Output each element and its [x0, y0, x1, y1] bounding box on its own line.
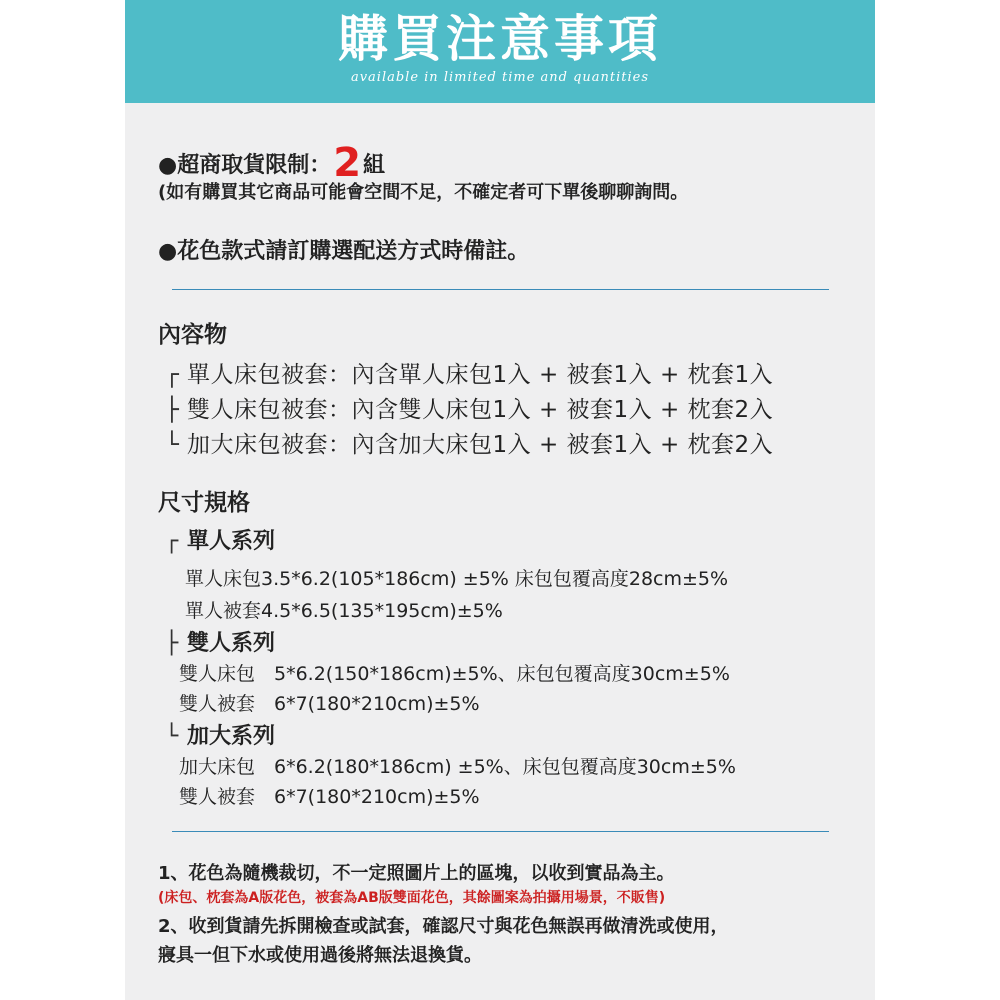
divider — [172, 831, 829, 832]
header-banner — [125, 0, 875, 103]
page-subtitle: available in limited time and quantities — [350, 70, 650, 85]
tree-branch-icon: ┌ — [165, 529, 179, 554]
contents-item-text: 雙人床包被套：內含雙人床包1入 + 被套1入 + 枕套2入 — [187, 397, 774, 423]
pickup-limit-note: (如有購買其它商品可能會空間不足，不確定者可下單後聊聊詢問。 — [158, 182, 689, 203]
contents-item — [165, 391, 773, 424]
contents-item-text: 單人床包被套：內含單人床包1入 + 被套1入 + 枕套1入 — [187, 362, 774, 388]
pickup-limit-label: ●超商取貨限制： — [158, 153, 332, 178]
contents-item-text: 加大床包被套：內含加大床包1入 + 被套1入 + 枕套2入 — [187, 432, 774, 458]
size-spec: 雙人被套 6*7(180*210cm)±5% — [179, 786, 480, 808]
size-series-name: 雙人系列 — [187, 631, 276, 656]
size-series-name: 加大系列 — [187, 724, 276, 749]
size-series-title — [165, 719, 275, 750]
note-disclaimer: (床包、枕套為A版花色，被套為AB版雙面花色，其餘圖案為拍攝用場景，不販售) — [158, 890, 666, 906]
size-series-title — [165, 626, 275, 657]
tree-branch-icon: ├ — [165, 631, 179, 656]
size-spec: 雙人床包 5*6.2(150*186cm)±5%、床包包覆高度30cm±5% — [179, 663, 730, 685]
contents-item — [165, 356, 773, 389]
contents-heading: 內容物 — [158, 322, 227, 348]
notice-panel — [125, 0, 875, 1000]
pattern-note: ●花色款式請訂購選配送方式時備註。 — [158, 239, 530, 264]
tree-branch-icon: └ — [165, 432, 180, 458]
note-line: 寢具一但下水或使用過後將無法退換貨。 — [158, 945, 482, 966]
size-series-name: 單人系列 — [187, 529, 276, 554]
size-spec: 加大床包 6*6.2(180*186cm) ±5%、床包包覆高度30cm±5% — [179, 756, 736, 778]
tree-branch-icon: └ — [165, 724, 179, 749]
note-line: 2、收到貨請先拆開檢查或試套，確認尺寸與花色無誤再做清洗或使用， — [158, 916, 729, 937]
note-line: 1、花色為隨機裁切，不一定照圖片上的區塊，以收到實品為主。 — [158, 863, 675, 884]
size-spec: 單人被套4.5*6.5(135*195cm)±5% — [185, 600, 503, 622]
contents-item — [165, 426, 773, 459]
size-spec: 雙人被套 6*7(180*210cm)±5% — [179, 693, 480, 715]
size-series-title — [165, 524, 275, 555]
divider — [172, 289, 829, 290]
pickup-limit-number: 2 — [333, 140, 362, 186]
pickup-limit-unit: 組 — [363, 153, 386, 178]
sizes-heading: 尺寸規格 — [158, 490, 250, 516]
size-spec: 單人床包3.5*6.2(105*186cm) ±5% 床包包覆高度28cm±5% — [185, 568, 729, 590]
tree-branch-icon: ├ — [165, 397, 180, 423]
tree-branch-icon: ┌ — [165, 362, 180, 388]
page-title: 購買注意事項 — [338, 10, 662, 68]
